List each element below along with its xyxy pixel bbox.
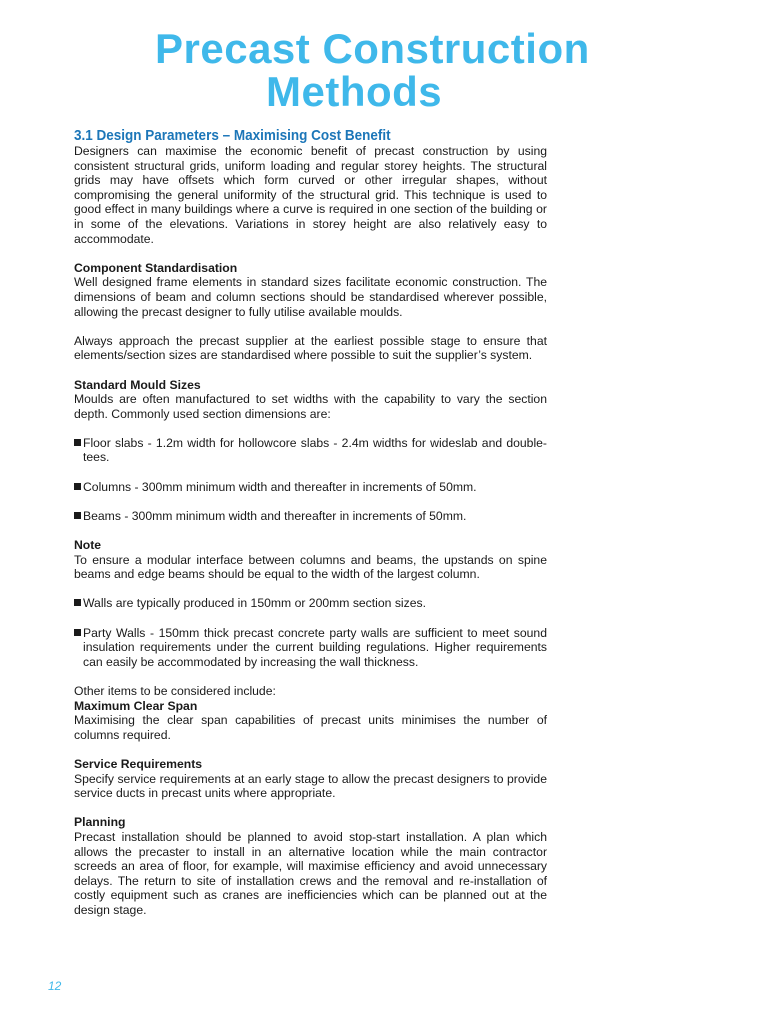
component-standardisation-heading: Component Standardisation — [74, 260, 238, 275]
bullet-columns — [74, 480, 547, 495]
component-standardisation-paragraph-1: Well designed frame elements in standard sizes facilitate economic construction. The dimensions of beam and column sections should be standardised wherever possible, allowing the precast designer to fully utilise available moulds. — [74, 275, 547, 319]
planning-paragraph: Precast installation should be planned to avoid stop-start installation. A plan which allows the precaster to install in an alternative location while the main contractor screeds an area of floor, for example, will maximise efficiency and avoid unnecessary delays. The return to site of installation crews and the removal and re-installation of costly equipment such as cranes are inefficiencies which can be planned out at the design stage. — [74, 829, 547, 917]
standard-mould-sizes-paragraph: Moulds are often manufactured to set widths with the capability to vary the section depth. Commonly used section dimensions are: — [74, 392, 547, 421]
page-title-line-2: Methods — [266, 68, 443, 115]
note-paragraph: To ensure a modular interface between columns and beams, the upstands on spine beams and edge beams should be equal to the width of the largest column. — [74, 552, 547, 582]
square-bullet-icon — [74, 439, 81, 446]
component-standardisation-paragraph-2: Always approach the precast supplier at the earliest possible stage to ensure that elements/section sizes are standardised where possible to suit the supplier’s system. — [74, 333, 547, 363]
bullet-text: 300mm minimum width and thereafter in increments of 50mm. — [138, 479, 477, 494]
maximum-clear-span-paragraph: Maximising the clear span capabilities of precast units minimises the number of columns required. — [74, 713, 547, 742]
bullet-text: - 150mm thick precast concrete party walls are sufficient to meet sound insulation requirements under the current building regulations. Higher requirements can easily be accommodated by increasing the wall thickness. — [83, 625, 547, 669]
bullet-beams — [74, 509, 547, 524]
page-number: 12 — [48, 979, 62, 993]
bullet-term: Columns - — [83, 479, 139, 494]
other-items-intro: Other items to be considered include: — [74, 683, 276, 698]
square-bullet-icon — [74, 599, 81, 606]
service-requirements-heading: Service Requirements — [74, 756, 203, 771]
bullet-text: 300mm minimum width and thereafter in increments of 50mm. — [128, 508, 467, 523]
bullet-party-walls — [74, 626, 547, 670]
maximum-clear-span-heading: Maximum Clear Span — [74, 698, 198, 713]
bullet-floor-slabs — [74, 436, 547, 465]
note-heading: Note — [74, 538, 102, 553]
bullet-term: Floor slabs - — [83, 435, 152, 450]
planning-heading: Planning — [74, 815, 126, 830]
bullet-text: 1.2m width for hollowcore slabs - 2.4m widths for wideslab and double-tees. — [83, 435, 547, 465]
square-bullet-icon — [74, 483, 81, 490]
bullet-walls — [74, 596, 547, 611]
standard-mould-sizes-heading: Standard Mould Sizes — [74, 377, 201, 392]
bullet-term: Party Walls — [83, 625, 146, 640]
bullet-term: Beams - — [83, 508, 129, 523]
section-heading: 3.1 Design Parameters – Maximising Cost Benefit — [74, 127, 391, 144]
square-bullet-icon — [74, 629, 81, 636]
square-bullet-icon — [74, 512, 81, 519]
page-title-line-1: Precast Construction — [155, 25, 590, 72]
document-body — [74, 127, 547, 917]
bullet-text: are typically produced in 150mm or 200mm section sizes. — [112, 596, 426, 611]
bullet-term: Walls — [83, 596, 113, 611]
intro-paragraph: Designers can maximise the economic benefit of precast construction by using consistent structural grids, uniform loading and regular storey heights. The structural grids may have offsets which form curved or other irregular shapes, without compromising the general uniformity of the structural grid. This technique is used to good effect in many buildings where a curve is required in one section of the building or in some of the elevations. Variations in storey height are also relatively easy to accommodate. — [74, 144, 547, 246]
service-requirements-paragraph: Specify service requirements at an early stage to allow the precast designers to provide service ducts in precast units where appropriate. — [74, 771, 547, 801]
